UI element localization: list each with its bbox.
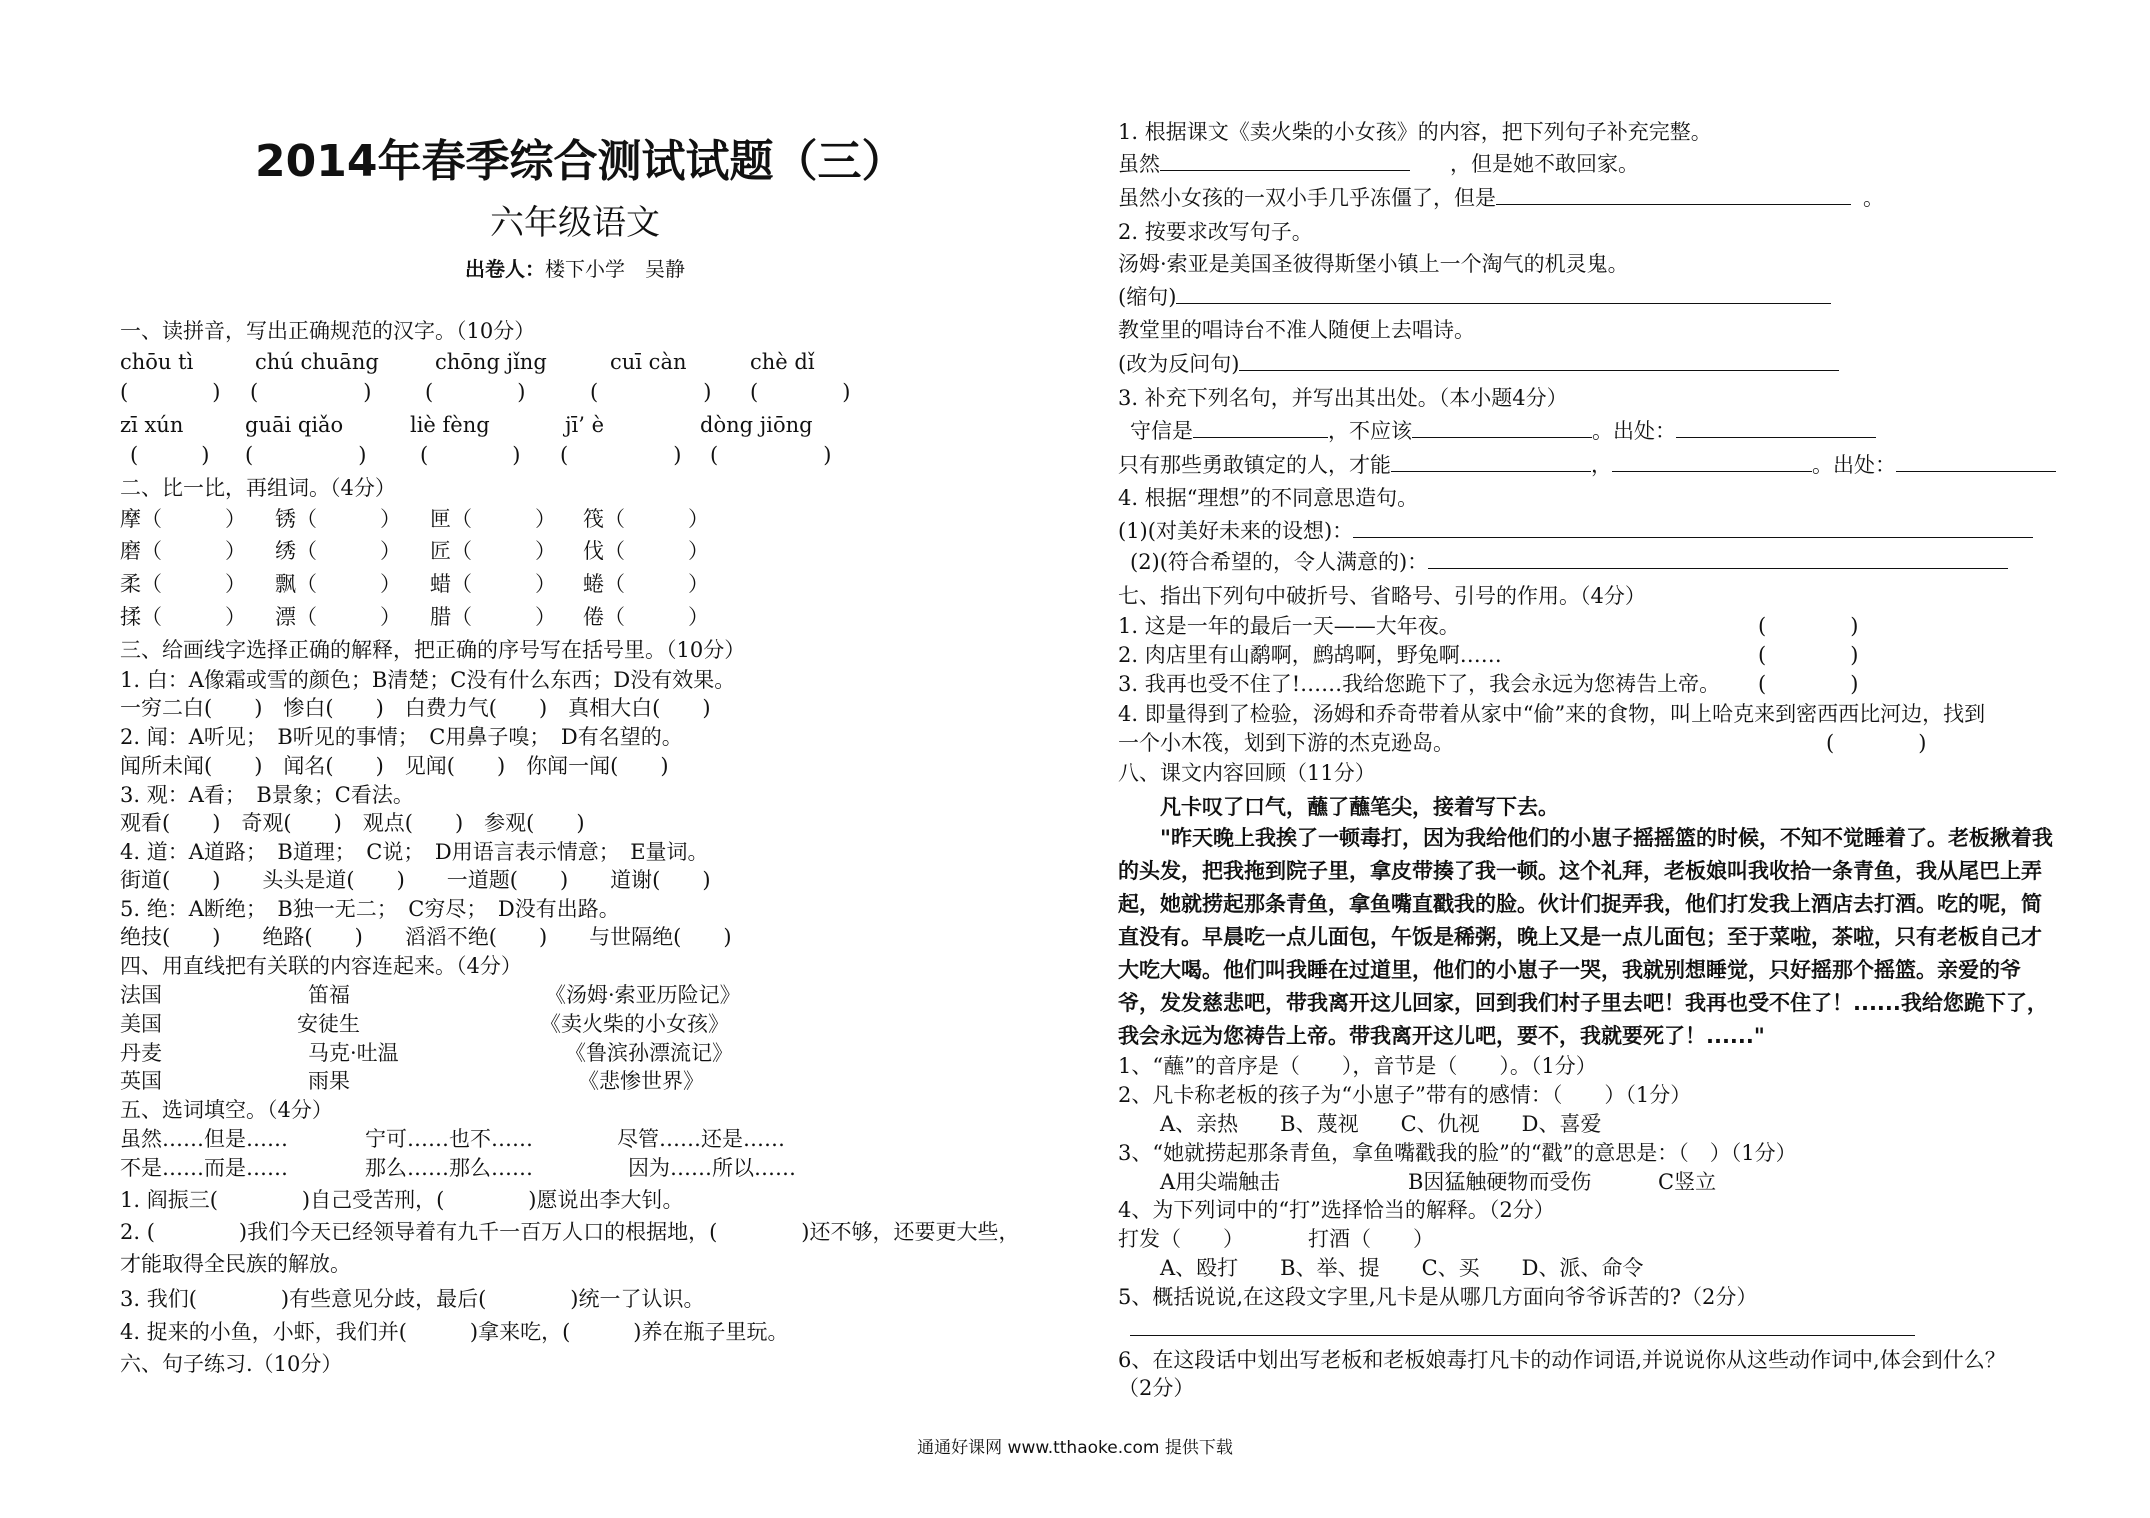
compare-item: 倦（ ） — [583, 605, 709, 629]
question-line: 观看( ) 奇观( ) 观点( ) 参观( ) — [120, 811, 585, 835]
compare-item: 匣（ ） — [430, 507, 556, 531]
compare-item: 柔（ ） — [120, 572, 246, 596]
section-6-heading: 六、句子练习.（10分） — [120, 1352, 343, 1376]
pinyin: guāi qiǎo — [245, 413, 344, 437]
question-line: 一个小木筏，划到下游的杰克逊岛。 — [1118, 731, 1454, 755]
question-line: 1、“蘸”的音序是（ ），音节是（ ）。（1分） — [1118, 1054, 1597, 1078]
question-line: 一穷二白( ) 惨白( ) 白费力气( ) 真相大白( ) — [120, 696, 711, 720]
fill-line — [1130, 417, 1876, 445]
word-choice: 虽然……但是…… — [120, 1127, 288, 1151]
answer-blank[interactable] — [1391, 451, 1591, 472]
word-choice: 尽管……还是…… — [617, 1127, 785, 1151]
answer-blank[interactable] — [1676, 417, 1876, 438]
question-line: 1. 阎振三( )自己受苦刑，( )愿说出李大钊。 — [120, 1188, 684, 1212]
word-choice: 那么……那么…… — [365, 1156, 533, 1180]
question-line: 2. ( )我们今天已经领导着有九千一百万人口的根据地，( )还不够，还要更大些， — [120, 1220, 1020, 1244]
compare-item: 腊（ ） — [430, 605, 556, 629]
option: B因猛触硬物而受伤 — [1408, 1170, 1592, 1194]
fill-prefix: 虽然小女孩的一双小手几乎冻僵了，但是 — [1118, 186, 1496, 210]
question-line: （2分） — [1118, 1376, 1195, 1400]
compare-item: 绣（ ） — [275, 539, 401, 563]
section-7-heading: 七、指出下列句中破折号、省略号、引号的作用。（4分） — [1118, 584, 1646, 608]
answer-paren: ( ) — [560, 443, 682, 467]
pinyin: chōng jǐng — [435, 350, 547, 374]
fill-suffix: ，但是她不敢回家。 — [1450, 152, 1639, 176]
compare-item: 伐（ ） — [583, 539, 709, 563]
pinyin: chú chuāng — [255, 350, 379, 374]
question-line: 4. 即量得到了检验，汤姆和乔奇带着从家中“偷”来的食物，叫上哈克来到密西西比河边，找到 — [1118, 702, 1986, 726]
answer-blank[interactable] — [1428, 548, 2008, 569]
answer-paren: ( ) — [750, 380, 851, 404]
section-2-heading: 二、比一比，再组词。（4分） — [120, 476, 396, 500]
author-name: 笛福 — [308, 983, 350, 1007]
question-line: 才能取得全民族的解放。 — [120, 1252, 351, 1276]
answer-paren: ( ) — [425, 380, 526, 404]
author-name: 安徒生 — [297, 1012, 360, 1036]
section-1-heading: 一、读拼音，写出正确规范的汉字。（10分） — [120, 319, 536, 343]
pinyin: chōu tì — [120, 350, 194, 374]
answer-paren: ( ) — [130, 443, 210, 467]
answer-blank[interactable] — [1612, 451, 1812, 472]
rewrite-line — [1118, 283, 1831, 311]
question-line: 3. 观：A看； B景象；C看法。 — [120, 783, 414, 807]
answer-blank[interactable] — [1896, 451, 2056, 472]
question-line: 1. 根据课文《卖火柴的小女孩》的内容，把下列句子补充完整。 — [1118, 120, 1712, 144]
work-title: 《鲁滨孙漂流记》 — [565, 1041, 733, 1065]
section-5-heading: 五、选词填空。（4分） — [120, 1098, 333, 1122]
answer-paren: ( ) — [1826, 731, 1927, 755]
question-line: 5. 绝：A断绝； B独一无二； C穷尽； D没有出路。 — [120, 897, 620, 921]
question-line: 绝技( ) 绝路( ) 滔滔不绝( ) 与世隔绝( ) — [120, 925, 732, 949]
author-value: 楼下小学 吴静 — [545, 257, 685, 281]
page-title: 2014年春季综合测试试题（三） — [255, 136, 906, 187]
compare-item: 磨（ ） — [120, 539, 246, 563]
compare-item: 漂（ ） — [275, 605, 401, 629]
answer-paren: ( ) — [120, 380, 221, 404]
compare-item: 飘（ ） — [275, 572, 401, 596]
question-line: 5、概括说说,在这段文字里,凡卡是从哪几方面向爷爷诉苦的?（2分） — [1118, 1285, 1758, 1309]
word-item: 打酒（ ） — [1308, 1227, 1434, 1251]
fill-text: 守信是 — [1130, 419, 1193, 443]
compare-item: 筏（ ） — [583, 507, 709, 531]
answer-blank[interactable] — [1496, 184, 1851, 205]
question-line: 2. 肉店里有山鹬啊，鹧鸪啊，野兔啊…… — [1118, 643, 1502, 667]
question-line: 2. 按要求改写句子。 — [1118, 220, 1313, 244]
section-8-heading: 八、课文内容回顾（11分） — [1118, 761, 1376, 785]
fill-text: (2)(符合希望的，令人满意的)： — [1130, 550, 1429, 574]
question-line: 2. 闻：A听见； B听见的事情； C用鼻子嗅； D有名望的。 — [120, 725, 683, 749]
question-line: 2、凡卡称老板的孩子为“小崽子”带有的感情：（ ）（1分） — [1118, 1083, 1692, 1107]
answer-blank[interactable] — [1353, 517, 2033, 538]
fill-suffix: 。 — [1863, 186, 1884, 210]
compare-item: 蜷（ ） — [583, 572, 709, 596]
page-subtitle: 六年级语文 — [490, 203, 660, 243]
word-choice: 因为……所以…… — [628, 1156, 796, 1180]
fill-text: 只有那些勇敢镇定的人，才能 — [1118, 453, 1391, 477]
answer-paren: ( ) — [245, 443, 367, 467]
section-4-heading: 四、用直线把有关联的内容连起来。（4分） — [120, 954, 522, 978]
sentence: 教堂里的唱诗台不准人随便上去唱诗。 — [1118, 318, 1475, 342]
options-line: A、亲热 B、蔑视 C、仇视 D、喜爱 — [1160, 1112, 1602, 1136]
answer-paren: ( ) — [420, 443, 521, 467]
answer-blank[interactable] — [1239, 350, 1839, 371]
word-choice: 宁可……也不…… — [365, 1127, 533, 1151]
pinyin: liè fèng — [410, 413, 490, 437]
passage-body: "昨天晚上我挨了一顿毒打，因为我给他们的小崽子摇摇篮的时候，不知不觉睡着了。老板揪着我的头发，把我拖到院子里，拿皮带揍了我一顿。这个礼拜，老板娘叫我收拾一条青鱼，我从尾巴上弄起，她就捞起那条青鱼，拿鱼嘴直戳我的脸。伙计们捉弄我，他们打发我上酒店去打酒。吃的呢，简直没有。早晨吃一点儿面包，午饭是稀粥，晚上又是一点儿面包；至于菜啦，茶啦，只有老板自己才大吃大喝。他们叫我睡在过道里，他们的小崽子一哭，我就别想睡觉，只好摇那个摇篮。亲爱的爷爷，发发慈悲吧，带我离开这儿回家，回到我们村子里去吧！我再也受不住了！......我给您跪下了，我会永远为您祷告上帝。带我离开这儿吧，要不，我就要死了！......" — [1118, 826, 2053, 1048]
question-line: 3. 我再也受不住了!……我给您跪下了，我会永远为您祷告上帝。 — [1118, 672, 1721, 696]
question-line: 3. 补充下列名句，并写出其出处。（本小题4分） — [1118, 386, 1568, 410]
country: 丹麦 — [120, 1041, 162, 1065]
author-name: 马克·吐温 — [308, 1041, 399, 1065]
fill-prefix: 虽然 — [1118, 152, 1160, 176]
fill-text: (1)(对美好未来的设想)： — [1118, 519, 1354, 543]
fill-text: ， — [1591, 453, 1612, 477]
answer-blank[interactable] — [1193, 417, 1328, 438]
fill-line — [1118, 517, 2033, 545]
fill-line — [1118, 451, 2056, 479]
word-item: 打发（ ） — [1118, 1227, 1244, 1251]
fill-text: ，不应该 — [1328, 419, 1412, 443]
answer-paren: ( ) — [710, 443, 832, 467]
footer-credit: 通通好课网 www.tthaoke.com 提供下载 — [917, 1438, 1233, 1458]
answer-paren: ( ) — [590, 380, 712, 404]
options-line: A、殴打 B、举、提 C、买 D、派、命令 — [1160, 1256, 1644, 1280]
fill-text: 。出处： — [1812, 453, 1896, 477]
question-line: 3. 我们( )有些意见分歧，最后( )统一了认识。 — [120, 1287, 705, 1311]
question-line: 4. 根据“理想”的不同意思造句。 — [1118, 486, 1419, 510]
rewrite-label: (缩句) — [1118, 285, 1177, 309]
fill-line — [1118, 184, 1884, 212]
country: 美国 — [120, 1012, 162, 1036]
answer-paren: ( ) — [250, 380, 372, 404]
question-line: 街道( ) 头头是道( ) 一道题( ) 道谢( ) — [120, 868, 711, 892]
work-title: 《悲惨世界》 — [578, 1069, 704, 1093]
compare-item: 摩（ ） — [120, 507, 246, 531]
answer-blank[interactable] — [1412, 417, 1592, 438]
question-line: 1. 这是一年的最后一天——大年夜。 — [1118, 614, 1460, 638]
pinyin: cuī càn — [610, 350, 687, 374]
option: C竖立 — [1658, 1170, 1717, 1194]
question-line: 1. 白：A像霜或雪的颜色；B清楚；C没有什么东西；D没有效果。 — [120, 668, 736, 692]
passage-intro: 凡卡叹了口气，蘸了蘸笔尖，接着写下去。 — [1160, 795, 1559, 819]
fill-text: 。出处： — [1592, 419, 1676, 443]
author-name: 雨果 — [308, 1069, 350, 1093]
pinyin: jī’ è — [565, 413, 605, 437]
country: 英国 — [120, 1069, 162, 1093]
author-label: 出卷人： — [465, 257, 545, 281]
work-title: 《卖火柴的小女孩》 — [540, 1012, 729, 1036]
compare-item: 揉（ ） — [120, 605, 246, 629]
question-line: 闻所未闻( ) 闻名( ) 见闻( ) 你闻一闻( ) — [120, 754, 669, 778]
section-3-heading: 三、给画线字选择正确的解释，把正确的序号写在括号里。（10分） — [120, 638, 746, 662]
compare-item: 蜡（ ） — [430, 572, 556, 596]
pinyin: chè dǐ — [750, 350, 815, 374]
rewrite-line — [1118, 350, 1839, 378]
question-line: 4、为下列词中的“打”选择恰当的解释。（2分） — [1118, 1198, 1555, 1222]
pinyin: dòng jiōng — [700, 413, 813, 437]
question-line: 4. 捉来的小鱼，小虾，我们并( )拿来吃，( )养在瓶子里玩。 — [120, 1320, 789, 1344]
word-choice: 不是……而是…… — [120, 1156, 288, 1180]
rewrite-label: (改为反问句) — [1118, 352, 1240, 376]
question-line: 6、在这段话中划出写老板和老板娘毒打凡卡的动作词语,并说说你从这些动作词中,体会到什么？ — [1118, 1348, 2006, 1372]
answer-blank[interactable] — [1160, 150, 1410, 171]
work-title: 《汤姆·索亚历险记》 — [545, 983, 741, 1007]
answer-line[interactable] — [1130, 1335, 1915, 1336]
pinyin: zī xún — [120, 413, 184, 437]
fill-line — [1118, 150, 1639, 178]
compare-item: 匠（ ） — [430, 539, 556, 563]
answer-paren: ( ) — [1758, 614, 1859, 638]
option: A用尖端触击 — [1160, 1170, 1281, 1194]
sentence: 汤姆·索亚是美国圣彼得斯堡小镇上一个淘气的机灵鬼。 — [1118, 252, 1629, 276]
answer-blank[interactable] — [1176, 283, 1831, 304]
answer-paren: ( ) — [1758, 643, 1859, 667]
question-line: 4. 道：A道路； B道理； C说； D用语言表示情意； E量词。 — [120, 840, 709, 864]
question-line: 3、“她就捞起那条青鱼，拿鱼嘴戳我的脸”的“戳”的意思是：（ ）（1分） — [1118, 1141, 1797, 1165]
fill-line — [1130, 548, 2008, 576]
answer-paren: ( ) — [1758, 672, 1859, 696]
country: 法国 — [120, 983, 162, 1007]
compare-item: 锈（ ） — [275, 507, 401, 531]
author-line — [465, 253, 685, 282]
